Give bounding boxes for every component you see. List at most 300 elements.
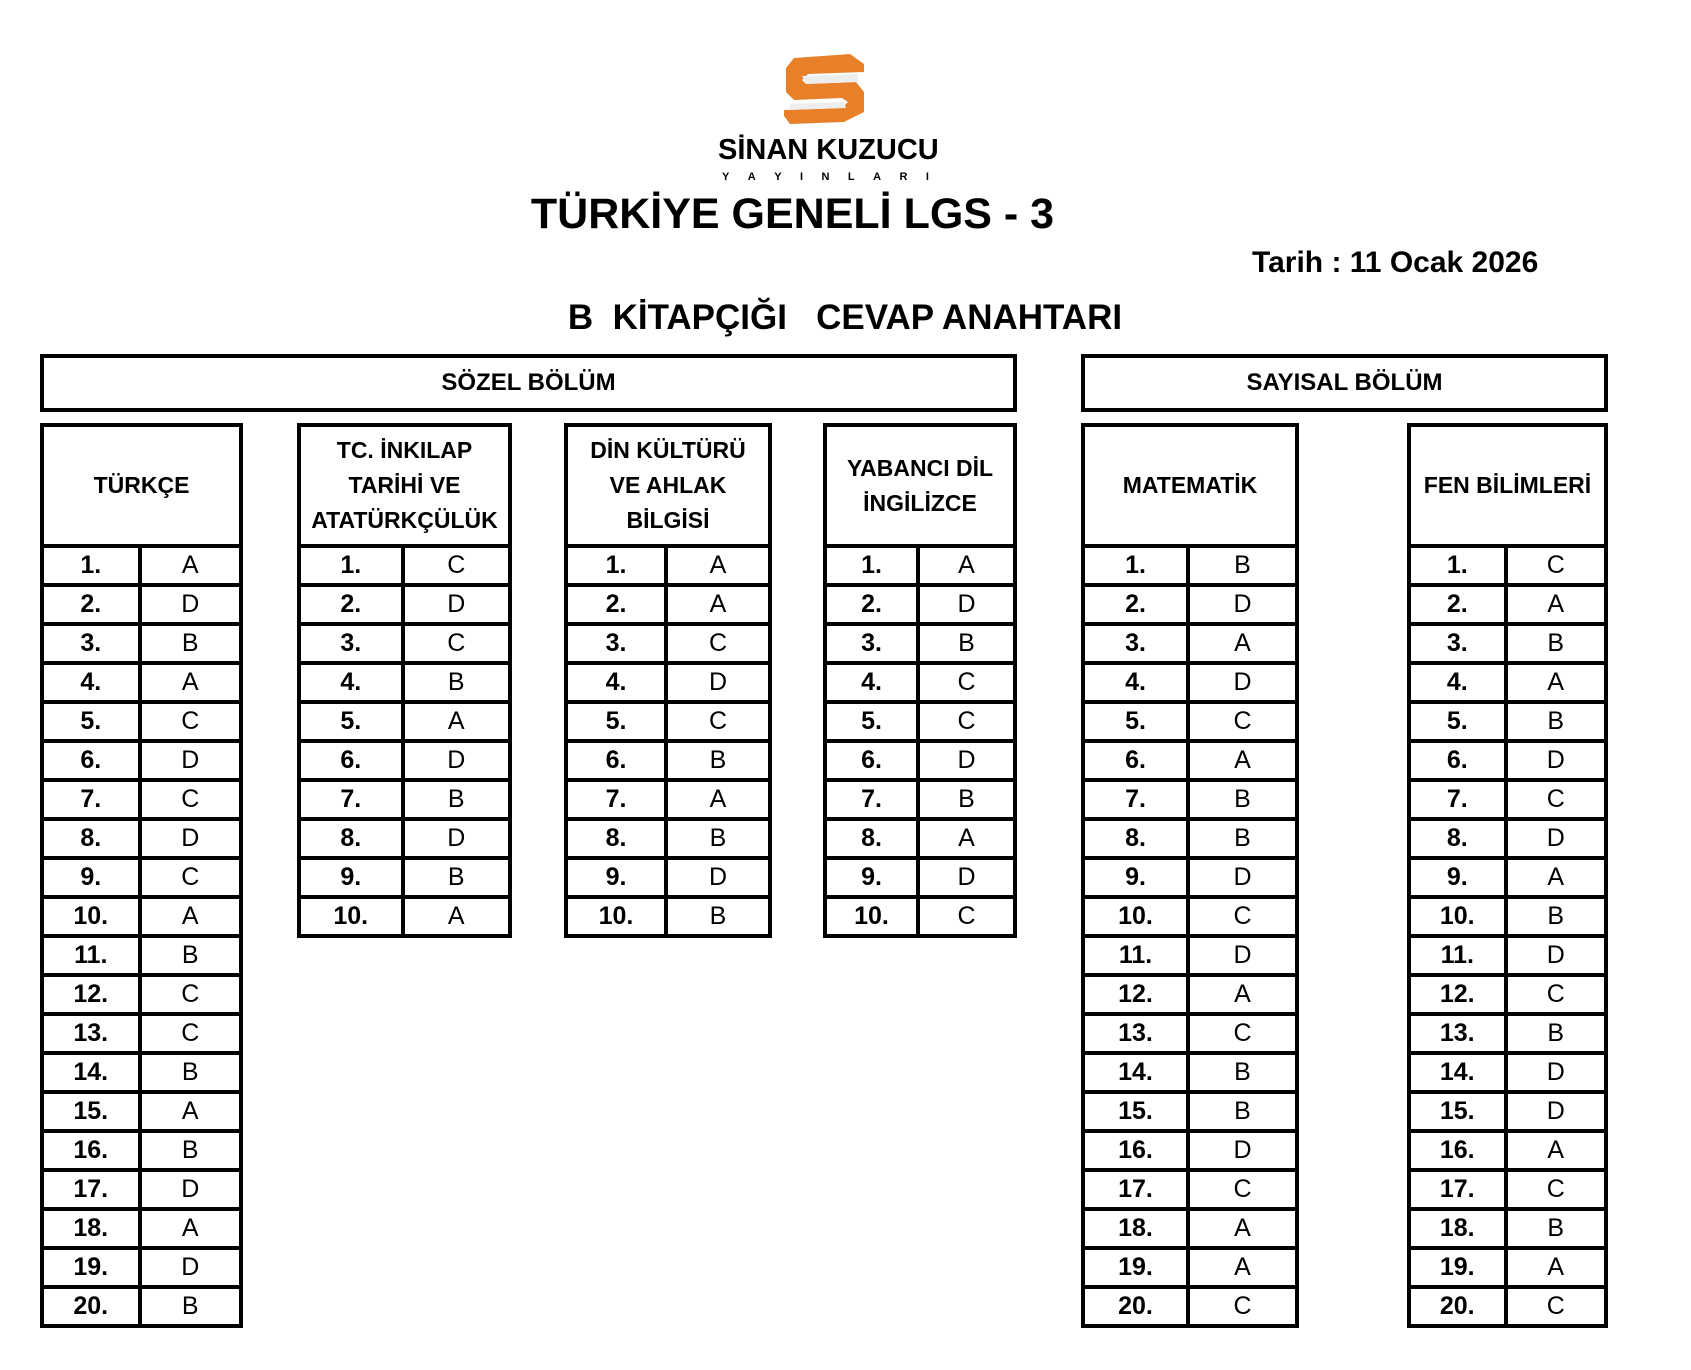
answer-row (1411, 821, 1604, 860)
answer-letter: D (957, 746, 976, 774)
answer-letter: A (958, 551, 975, 579)
answer-row (827, 860, 1013, 899)
answer-row (827, 704, 1013, 743)
answer-letter: B (1547, 1214, 1565, 1242)
answer-row (1411, 548, 1604, 587)
answer-letter: A (1547, 1253, 1565, 1281)
question-number: 13. (1411, 1016, 1508, 1051)
question-number: 5. (301, 704, 405, 739)
answer-row (1085, 1172, 1295, 1211)
question-number: 1. (44, 548, 142, 583)
answer-letter: A (709, 590, 727, 618)
answer-row (1085, 743, 1295, 782)
answer-row (44, 1289, 239, 1324)
answer-row (44, 626, 239, 665)
question-number: 8. (1085, 821, 1190, 856)
answer-row (301, 665, 508, 704)
answer-letter: B (958, 629, 975, 657)
exam-title: TÜRKİYE GENELİ LGS - 3 (530, 190, 1055, 238)
answer-letter: C (447, 629, 466, 657)
answer-letter: A (1234, 1214, 1251, 1242)
answer-letter: B (181, 1292, 199, 1320)
answer-table-fen (1407, 423, 1608, 1328)
answer-row (44, 1133, 239, 1172)
question-number: 20. (1411, 1289, 1508, 1324)
answer-row (568, 860, 768, 899)
question-number: 18. (1085, 1211, 1190, 1246)
answer-letter: C (708, 629, 728, 657)
answer-row (1085, 1289, 1295, 1324)
brand-subtitle (722, 171, 929, 183)
answer-row (1085, 860, 1295, 899)
answer-row (301, 782, 508, 821)
question-number: 4. (44, 665, 142, 700)
answer-row (827, 548, 1013, 587)
question-number: 9. (827, 860, 920, 895)
question-number: 15. (1411, 1094, 1508, 1129)
brand-sub-letter: A (873, 171, 882, 183)
question-number: 3. (301, 626, 405, 661)
brand-sub-letter: Y (722, 171, 730, 183)
answer-row (1411, 938, 1604, 977)
answer-letter: A (1547, 668, 1565, 696)
answer-letter: B (958, 785, 975, 813)
question-number: 2. (1085, 587, 1190, 622)
answer-letter: A (1234, 1253, 1251, 1281)
question-number: 4. (827, 665, 920, 700)
question-number: 9. (568, 860, 668, 895)
question-number: 17. (44, 1172, 142, 1207)
question-number: 5. (1085, 704, 1190, 739)
answer-letter: A (181, 668, 199, 696)
answer-letter: C (957, 707, 976, 735)
question-number: 8. (301, 821, 405, 856)
question-number: 20. (44, 1289, 142, 1324)
answer-row (1085, 899, 1295, 938)
question-number: 1. (827, 548, 920, 583)
answer-row (568, 587, 768, 626)
question-number: 17. (1411, 1172, 1508, 1207)
question-number: 3. (44, 626, 142, 661)
question-number: 18. (44, 1211, 142, 1246)
answer-letter: D (957, 863, 976, 891)
answer-letter: C (708, 707, 728, 735)
answer-letter: A (1547, 1136, 1565, 1164)
answer-row (44, 938, 239, 977)
question-number: 7. (1085, 782, 1190, 817)
answer-row (44, 1016, 239, 1055)
answer-letter: D (181, 824, 200, 852)
answer-row (1085, 704, 1295, 743)
question-number: 7. (44, 782, 142, 817)
answer-row (1085, 1211, 1295, 1250)
answer-letter: D (1233, 941, 1252, 969)
answer-row (1411, 1289, 1604, 1324)
answer-letter: B (709, 902, 727, 930)
answer-letter: A (181, 1214, 199, 1242)
answer-row (1411, 899, 1604, 938)
answer-row (1411, 704, 1604, 743)
question-number: 1. (1411, 548, 1508, 583)
question-number: 10. (568, 899, 668, 934)
question-number: 3. (1085, 626, 1190, 661)
question-number: 7. (301, 782, 405, 817)
subject-header: TÜRKÇE (44, 427, 239, 548)
answer-row (1085, 1133, 1295, 1172)
answer-table-ingilizce (823, 423, 1017, 938)
answer-row (1085, 821, 1295, 860)
answer-letter: D (1546, 824, 1565, 852)
answer-letter: A (1234, 980, 1251, 1008)
answer-row (1085, 1250, 1295, 1289)
question-number: 3. (1411, 626, 1508, 661)
question-number: 2. (568, 587, 668, 622)
question-number: 14. (1085, 1055, 1190, 1090)
answer-row (568, 665, 768, 704)
answer-row (827, 743, 1013, 782)
answer-letter: C (181, 863, 200, 891)
answer-letter: A (709, 551, 727, 579)
answer-letter: A (1234, 629, 1251, 657)
answer-row (44, 1094, 239, 1133)
answer-letter: A (709, 785, 727, 813)
answer-row (301, 860, 508, 899)
answer-row (44, 704, 239, 743)
answer-row (44, 1172, 239, 1211)
answer-row (301, 587, 508, 626)
question-number: 18. (1411, 1211, 1508, 1246)
question-number: 8. (568, 821, 668, 856)
answer-row (568, 899, 768, 934)
answer-letter: A (181, 902, 199, 930)
answer-letter: D (181, 1253, 200, 1281)
question-number: 19. (1085, 1250, 1190, 1285)
answer-letter: A (447, 902, 465, 930)
answer-letter: C (957, 668, 976, 696)
answer-letter: A (181, 1097, 199, 1125)
answer-letter: A (958, 824, 975, 852)
answer-row (568, 743, 768, 782)
question-number: 14. (44, 1055, 142, 1090)
answer-row (44, 899, 239, 938)
answer-letter: C (1233, 902, 1252, 930)
question-number: 8. (1411, 821, 1508, 856)
brand-sub-letter: I (925, 171, 929, 183)
question-number: 6. (568, 743, 668, 778)
answer-row (44, 782, 239, 821)
answer-row (301, 899, 508, 934)
question-number: 14. (1411, 1055, 1508, 1090)
answer-row (568, 821, 768, 860)
answer-letter: B (447, 863, 465, 891)
brand-sub-letter: A (747, 171, 756, 183)
brand-sub-letter: Y (774, 171, 782, 183)
question-number: 6. (827, 743, 920, 778)
answer-row (827, 899, 1013, 934)
answer-row (44, 743, 239, 782)
question-number: 11. (44, 938, 142, 973)
question-number: 10. (1411, 899, 1508, 934)
question-number: 6. (1411, 743, 1508, 778)
answer-table-inkilap (297, 423, 512, 938)
answer-letter: C (1233, 1019, 1252, 1047)
answer-row (827, 665, 1013, 704)
answer-row (301, 548, 508, 587)
answer-letter: D (1233, 1136, 1252, 1164)
answer-row (827, 821, 1013, 860)
answer-row (44, 548, 239, 587)
answer-letter: C (1546, 1175, 1565, 1203)
answer-letter: B (447, 668, 465, 696)
question-number: 7. (827, 782, 920, 817)
answer-letter: D (181, 746, 200, 774)
brand-sub-letter: R (899, 171, 908, 183)
answer-row (1085, 977, 1295, 1016)
question-number: 9. (1085, 860, 1190, 895)
question-number: 3. (568, 626, 668, 661)
answer-letter: D (1546, 1058, 1565, 1086)
answer-letter: B (1234, 785, 1251, 813)
answer-letter: D (1546, 1097, 1565, 1125)
answer-letter: C (181, 707, 200, 735)
answer-row (1411, 1172, 1604, 1211)
question-number: 7. (1411, 782, 1508, 817)
section-numerical: SAYISAL BÖLÜM (1081, 354, 1608, 412)
subject-header: YABANCI DİL İNGİLİZCE (827, 427, 1013, 548)
answer-row (1411, 860, 1604, 899)
answer-row (1411, 743, 1604, 782)
answer-row (44, 1211, 239, 1250)
question-number: 5. (568, 704, 668, 739)
answer-letter: D (708, 863, 728, 891)
answer-letter: D (1546, 941, 1565, 969)
answer-row (827, 782, 1013, 821)
answer-letter: B (1547, 902, 1565, 930)
question-number: 9. (44, 860, 142, 895)
answer-letter: D (1233, 863, 1252, 891)
answer-row (44, 821, 239, 860)
question-number: 12. (1085, 977, 1190, 1012)
question-number: 16. (1411, 1133, 1508, 1168)
question-number: 2. (44, 587, 142, 622)
question-number: 12. (44, 977, 142, 1012)
answer-letter: C (181, 1019, 200, 1047)
question-number: 4. (568, 665, 668, 700)
answer-letter: C (181, 980, 200, 1008)
brand-sub-letter: N (821, 171, 830, 183)
subject-header: TC. İNKILAP TARİHİ VE ATATÜRKÇÜLÜK (301, 427, 508, 548)
answer-row (1411, 977, 1604, 1016)
question-number: 8. (44, 821, 142, 856)
answer-row (44, 587, 239, 626)
answer-letter: B (1547, 1019, 1565, 1047)
subject-header: DİN KÜLTÜRÜ VE AHLAK BİLGİSİ (568, 427, 768, 548)
answer-letter: C (1233, 1292, 1252, 1320)
answer-letter: C (1233, 707, 1252, 735)
question-number: 2. (827, 587, 920, 622)
answer-letter: B (181, 629, 199, 657)
answer-letter: D (447, 590, 466, 618)
question-number: 16. (1085, 1133, 1190, 1168)
question-number: 4. (1411, 665, 1508, 700)
answer-row (1085, 782, 1295, 821)
question-number: 1. (301, 548, 405, 583)
answer-row (301, 743, 508, 782)
answer-letter: C (1546, 980, 1565, 1008)
answer-row (301, 821, 508, 860)
question-number: 12. (1411, 977, 1508, 1012)
question-number: 11. (1411, 938, 1508, 973)
question-number: 6. (1085, 743, 1190, 778)
answer-letter: D (1233, 668, 1252, 696)
answer-letter: A (1547, 590, 1565, 618)
question-number: 19. (44, 1250, 142, 1285)
answer-letter: C (957, 902, 976, 930)
brand-sub-letter: I (800, 171, 804, 183)
answer-row (1411, 1094, 1604, 1133)
answer-letter: A (1547, 863, 1565, 891)
answer-row (1411, 587, 1604, 626)
answer-row (1085, 587, 1295, 626)
answer-row (1085, 626, 1295, 665)
answer-letter: B (181, 1136, 199, 1164)
exam-date: Tarih : 11 Ocak 2026 (1252, 246, 1539, 279)
question-number: 6. (301, 743, 405, 778)
answer-row (1085, 665, 1295, 704)
answer-row (1411, 1016, 1604, 1055)
question-number: 8. (827, 821, 920, 856)
answer-row (1411, 1055, 1604, 1094)
answer-row (1085, 1055, 1295, 1094)
section-verbal: SÖZEL BÖLÜM (40, 354, 1017, 412)
question-number: 4. (1085, 665, 1190, 700)
answer-row (568, 626, 768, 665)
answer-row (301, 626, 508, 665)
answer-row (44, 860, 239, 899)
question-number: 10. (301, 899, 405, 934)
answer-row (568, 782, 768, 821)
answer-row (1411, 782, 1604, 821)
question-number: 20. (1085, 1289, 1190, 1324)
answer-letter: D (181, 590, 200, 618)
answer-letter: B (1234, 1097, 1251, 1125)
question-number: 13. (44, 1016, 142, 1051)
answer-table-turkce (40, 423, 243, 1328)
answer-letter: D (1546, 746, 1565, 774)
answer-letter: B (1547, 707, 1565, 735)
answer-row (44, 665, 239, 704)
answer-letter: B (709, 824, 727, 852)
answer-letter: D (447, 746, 466, 774)
answer-letter: A (181, 551, 199, 579)
brand-sub-letter: L (847, 171, 855, 183)
answer-table-din (564, 423, 772, 938)
answer-table-matematik (1081, 423, 1299, 1328)
publisher-logo (718, 50, 939, 190)
question-number: 5. (827, 704, 920, 739)
answer-row (827, 626, 1013, 665)
question-number: 6. (44, 743, 142, 778)
answer-letter: B (181, 941, 199, 969)
question-number: 13. (1085, 1016, 1190, 1051)
answer-letter: B (447, 785, 465, 813)
answer-row (44, 1055, 239, 1094)
answer-row (1411, 1133, 1604, 1172)
answer-row (1085, 548, 1295, 587)
question-number: 16. (44, 1133, 142, 1168)
question-number: 5. (44, 704, 142, 739)
question-number: 10. (827, 899, 920, 934)
question-number: 9. (1411, 860, 1508, 895)
question-number: 2. (1411, 587, 1508, 622)
answer-letter: C (181, 785, 200, 813)
answer-letter: B (1547, 629, 1565, 657)
question-number: 17. (1085, 1172, 1190, 1207)
answer-row (44, 1250, 239, 1289)
answer-row (1085, 938, 1295, 977)
answer-letter: C (1546, 785, 1565, 813)
question-number: 2. (301, 587, 405, 622)
subject-header: MATEMATİK (1085, 427, 1295, 548)
answer-letter: B (181, 1058, 199, 1086)
answer-row (1411, 626, 1604, 665)
answer-letter: B (1234, 824, 1251, 852)
answer-letter: A (447, 707, 465, 735)
question-number: 3. (827, 626, 920, 661)
subject-header: FEN BİLİMLERİ (1411, 427, 1604, 548)
question-number: 10. (1085, 899, 1190, 934)
answer-row (301, 704, 508, 743)
answer-letter: D (957, 590, 976, 618)
answer-row (1085, 1016, 1295, 1055)
answer-letter: B (709, 746, 727, 774)
brand-name: SİNAN KUZUCU (718, 134, 939, 166)
answer-row (568, 704, 768, 743)
booklet-subtitle: B KİTAPÇIĞI CEVAP ANAHTARI (567, 298, 1123, 337)
answer-row (44, 977, 239, 1016)
question-number: 1. (1085, 548, 1190, 583)
question-number: 15. (1085, 1094, 1190, 1129)
answer-row (1411, 1211, 1604, 1250)
question-number: 1. (568, 548, 668, 583)
answer-letter: B (1234, 551, 1251, 579)
answer-letter: C (1546, 551, 1565, 579)
answer-letter: C (447, 551, 466, 579)
question-number: 15. (44, 1094, 142, 1129)
question-number: 10. (44, 899, 142, 934)
answer-row (568, 548, 768, 587)
question-number: 19. (1411, 1250, 1508, 1285)
answer-row (827, 587, 1013, 626)
answer-letter: D (1233, 590, 1252, 618)
answer-letter: A (1234, 746, 1251, 774)
book-s-icon (780, 52, 870, 132)
answer-row (1411, 1250, 1604, 1289)
question-number: 4. (301, 665, 405, 700)
answer-letter: D (447, 824, 466, 852)
question-number: 9. (301, 860, 405, 895)
answer-letter: B (1234, 1058, 1251, 1086)
answer-letter: C (1546, 1292, 1565, 1320)
answer-letter: C (1233, 1175, 1252, 1203)
answer-row (1085, 1094, 1295, 1133)
question-number: 7. (568, 782, 668, 817)
question-number: 5. (1411, 704, 1508, 739)
answer-letter: D (708, 668, 728, 696)
answer-letter: D (181, 1175, 200, 1203)
question-number: 11. (1085, 938, 1190, 973)
answer-row (1411, 665, 1604, 704)
